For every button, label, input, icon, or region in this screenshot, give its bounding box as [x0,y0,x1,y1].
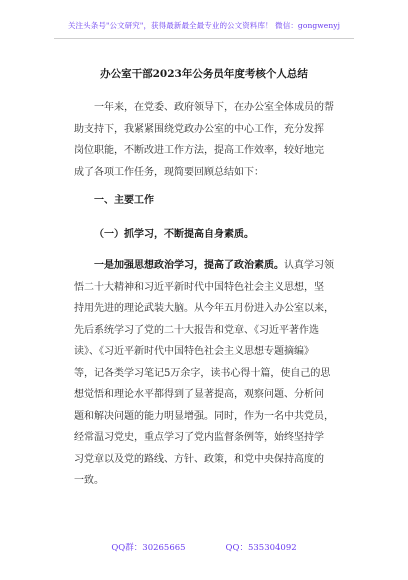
paragraph-line: 先后系统学习了党的二十大报告和党章、《习近平著作选 [74,324,319,336]
intro-line: 岗位职能，不断改进工作方法，提高工作效率，较好地完 [74,145,324,156]
paragraph-line: 等，记各类学习笔记5万余字，读书心得十篇，使自己的思 [74,367,331,379]
header-divider [54,38,354,39]
body-paragraph [74,255,358,492]
paragraph-first-line [74,255,358,277]
subsection-heading: （一）抓学习，不断提高自身素质。 [94,229,254,240]
header-promo-text: 关注头条号"公文研究"，获得最新最全最专业的公文资料库！ 微信：gongwenyj [67,21,341,30]
intro-line: 助支持下，我紧紧围绕党政办公室的中心工作，充分发挥 [74,123,324,135]
footer-contact [0,541,408,553]
section-heading: 一、主要工作 [94,195,154,206]
paragraph-line: 题和解决问题的能力明显增强。同时，作为一名中共党员， [74,410,334,422]
intro-line: 一年来，在党委、政府领导下，在办公室全体成员的帮 [94,102,334,113]
paragraph-line: 习党章以及党的路线、方针、政策，和党中央保持高度的 [74,453,324,465]
qq-group-number: QQ群：30265665 [111,543,186,553]
paragraph-lead-sentence: 一是加强思想政治学习，提高了政治素质。 [94,260,284,271]
paragraph-line: 一致。 [74,475,104,486]
paragraph-line: 读》、《习近平新时代中国特色社会主义思想专题摘编》 [74,346,314,357]
paragraph-first-line-rest: 认真学习领 [284,260,334,271]
paragraph-line: 想觉悟和理论水平都得到了显著提高，观察问题、分析问 [74,389,324,400]
intro-line: 成了各项工作任务，现简要回顾总结如下： [74,166,264,178]
paragraph-line: 经常温习党史，重点学习了党内监督条例等，始终坚持学 [74,432,324,443]
paragraph-line: 悟二十大精神和习近平新时代中国特色社会主义思想，坚 [74,281,324,293]
paragraph-line: 持用先进的理论武装大脑。从今年五月份进入办公室以来， [74,303,334,314]
document-title: 办公室干部2023年公务员年度考核个人总结 [100,68,308,80]
qq-number: QQ：535304092 [225,543,297,553]
intro-paragraph [74,97,358,183]
